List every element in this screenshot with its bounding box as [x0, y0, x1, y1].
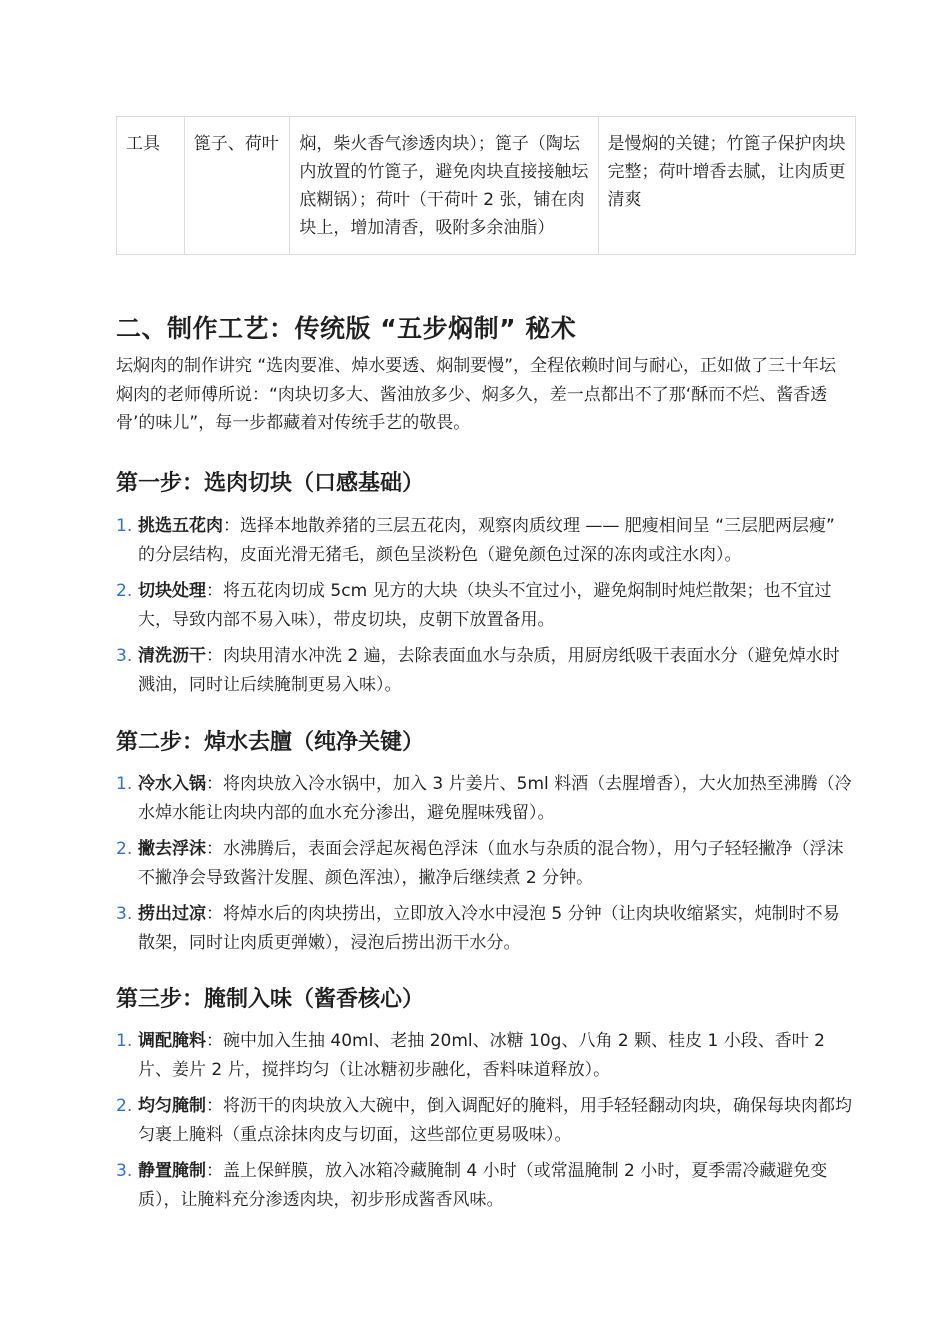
item-label: 捞出过凉 — [138, 904, 206, 924]
item-text: ：碗中加入生抽 40ml、老抽 20ml、冰糖 10g、八角 2 颗、桂皮 1 小段、香叶 2 片、姜片 2 片，搅拌均匀（让冰糖初步融化，香料味道释放）。 — [138, 1031, 825, 1080]
step-2-list — [116, 770, 856, 965]
items-cell: 篦子、荷叶 — [184, 117, 290, 255]
item-text: ：肉块用清水冲洗 2 遍，去除表面血水与杂质，用厨房纸吸干表面水分（避免焯水时溅油，同时让后续腌制更易入味）。 — [138, 646, 840, 695]
item-number: 3. — [116, 646, 133, 666]
item-label: 冷水入锅 — [138, 774, 206, 794]
list-item — [116, 770, 856, 828]
list-item — [116, 900, 856, 958]
item-label: 清洗沥干 — [138, 646, 206, 666]
list-item — [116, 1092, 856, 1150]
step-3-title: 第三步：腌制入味（酱香核心） — [116, 987, 425, 1012]
item-text: ：将肉块放入冷水锅中，加入 3 片姜片、5ml 料酒（去腥增香），大火加热至沸腾（冷水焯水能让肉块内部的血水充分渗出，避免腥味残留）。 — [138, 774, 852, 823]
list-item — [116, 512, 856, 570]
item-label: 静置腌制 — [138, 1161, 206, 1181]
item-text: ：选择本地散养猪的三层五花肉，观察肉质纹理 —— 肥瘦相间呈 “三层肥两层瘦” 的分层结构，皮面光滑无猪毛，颜色呈淡粉色（避免颜色过深的冻肉或注水肉）。 — [138, 516, 835, 565]
item-label: 调配腌料 — [138, 1031, 206, 1051]
item-number: 1. — [116, 774, 133, 794]
item-number: 3. — [116, 1161, 133, 1181]
list-item — [116, 1027, 856, 1085]
item-number: 2. — [116, 839, 133, 859]
category-cell: 工具 — [117, 117, 185, 255]
list-item — [116, 642, 856, 700]
step-2-title: 第二步：焯水去膻（纯净关键） — [116, 730, 425, 755]
role-cell: 是慢焖的关键；竹篦子保护肉块完整；荷叶增香去腻，让肉质更清爽 — [598, 117, 856, 255]
section-intro: 坛焖肉的制作讲究 “选肉要准、焯水要透、焖制要慢”，全程依赖时间与耐心，正如做了三十年坛焖肉的老师傅所说：“肉块切多大、酱油放多少、焖多久，差一点都出不了那‘酥而不烂、酱香透骨’的味儿”，每一步都藏着对传统手艺的敬畏。 — [116, 356, 837, 433]
tools-table — [116, 116, 856, 255]
step-1-title: 第一步：选肉切块（口感基础） — [116, 471, 425, 496]
item-text: ：盖上保鲜膜，放入冰箱冷藏腌制 4 小时（或常温腌制 2 小时，夏季需冷藏避免变质），让腌料充分渗透肉块，初步形成酱香风味。 — [138, 1161, 828, 1210]
item-number: 1. — [116, 1031, 133, 1051]
item-label: 撇去浮沫 — [138, 839, 206, 859]
item-text: ：将五花肉切成 5cm 见方的大块（块头不宜过小，避免焖制时炖烂散架；也不宜过大，导致内部不易入味），带皮切块，皮朝下放置备用。 — [138, 581, 832, 630]
list-item — [116, 1157, 856, 1215]
item-label: 挑选五花肉 — [138, 516, 223, 536]
list-item — [116, 835, 856, 893]
item-label: 均匀腌制 — [138, 1096, 206, 1116]
document-page — [116, 116, 856, 1210]
table-row — [117, 117, 856, 255]
section-title: 二、制作工艺：传统版 “五步焖制” 秘术 — [116, 314, 577, 343]
item-number: 3. — [116, 904, 133, 924]
item-label: 切块处理 — [138, 581, 206, 601]
item-number: 2. — [116, 581, 133, 601]
item-number: 1. — [116, 516, 133, 536]
step-3-list — [116, 1027, 856, 1222]
item-text: ：将焯水后的肉块捞出，立即放入冷水中浸泡 5 分钟（让肉块收缩紧实，炖制时不易散架，同时让肉质更弹嫩），浸泡后捞出沥干水分。 — [138, 904, 840, 953]
step-1-list — [116, 512, 856, 707]
item-text: ：将沥干的肉块放入大碗中，倒入调配好的腌料，用手轻轻翻动肉块，确保每块肉都均匀裹上腌料（重点涂抹肉皮与切面，这些部位更易吸味）。 — [138, 1096, 852, 1145]
item-text: ：水沸腾后，表面会浮起灰褐色浮沫（血水与杂质的混合物），用勺子轻轻撇净（浮沫不撇净会导致酱汁发腥、颜色浑浊），撇净后继续煮 2 分钟。 — [138, 839, 844, 888]
detail-cell: 焖，柴火香气渗透肉块）；篦子（陶坛内放置的竹篦子，避免肉块直接接触坛底糊锅）；荷叶（干荷叶 2 张，铺在肉块上，增加清香，吸附多余油脂） — [290, 117, 598, 255]
list-item — [116, 577, 856, 635]
item-number: 2. — [116, 1096, 133, 1116]
